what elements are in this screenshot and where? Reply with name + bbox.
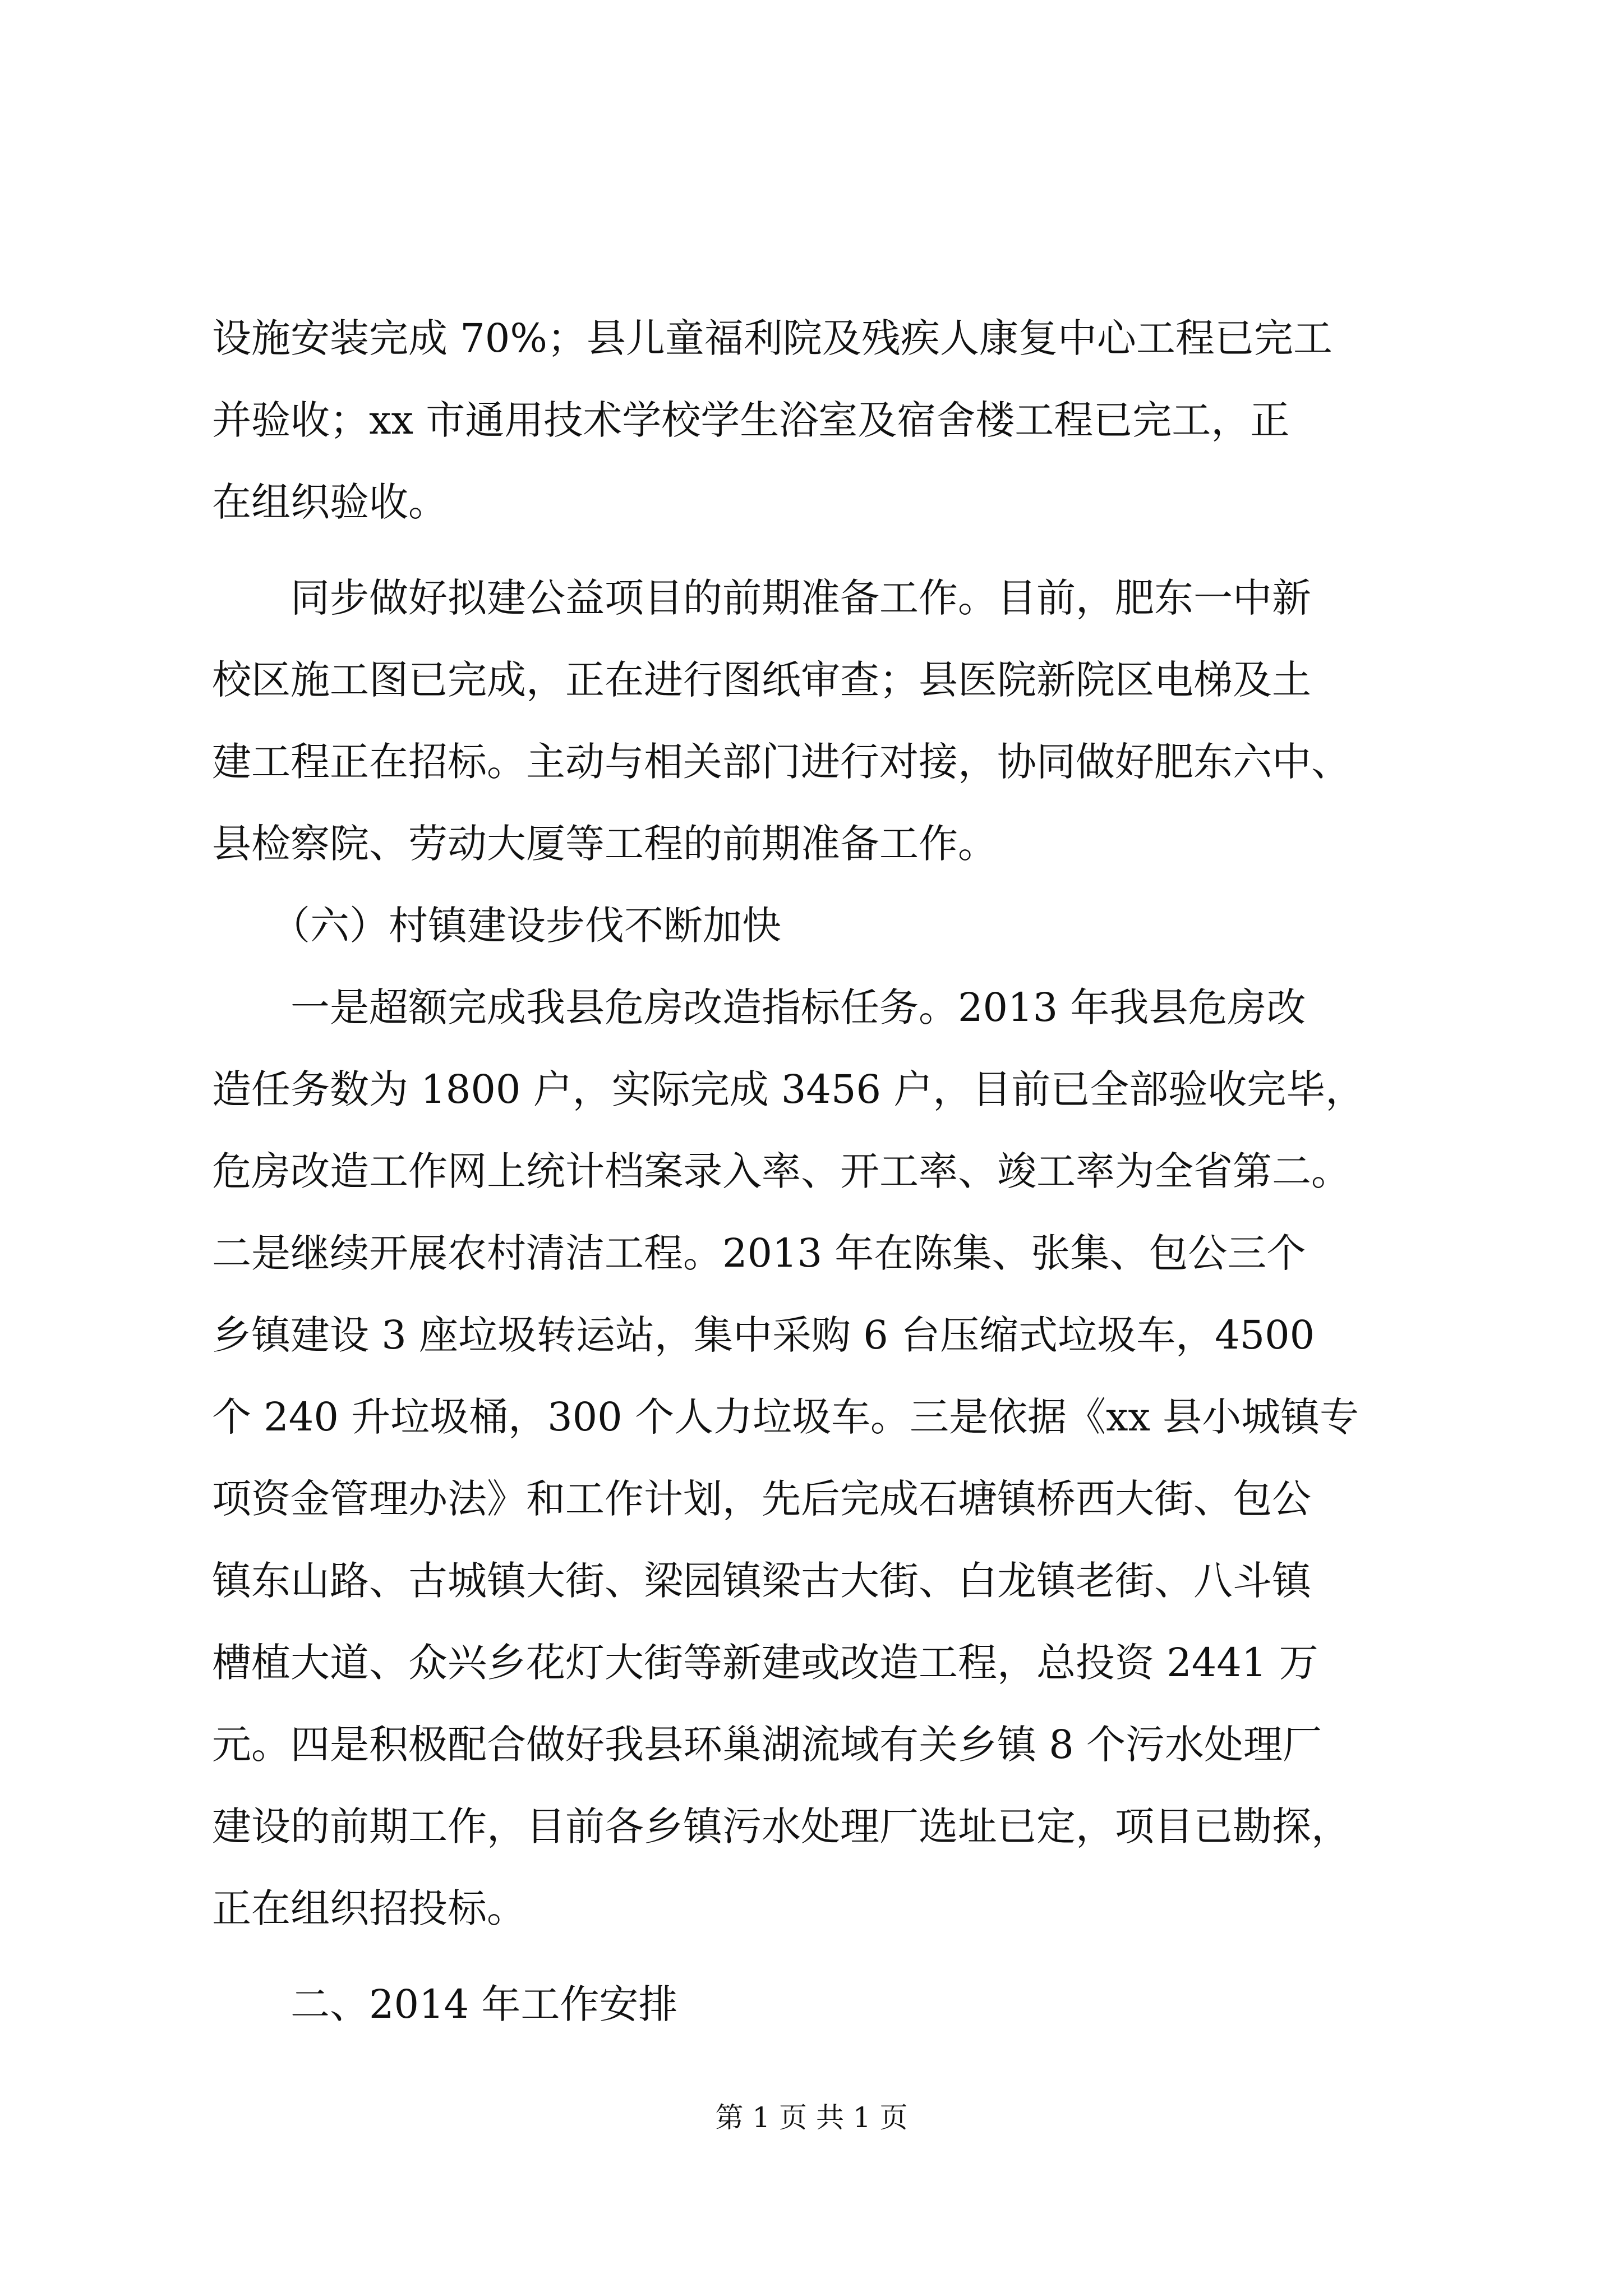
text-line: 在组织验收。: [212, 479, 448, 525]
text-line: 危房改造工作网上统计档案录入率、开工率、竣工率为全省第二。: [212, 1148, 1350, 1194]
text-line: 元。四是积极配合做好我县环巢湖流域有关乡镇 8 个污水处理厂: [212, 1722, 1322, 1768]
text-line: 造任务数为 1800 户，实际完成 3456 户，目前已全部验收完毕，: [212, 1066, 1365, 1112]
paragraph-gap: [212, 1949, 1446, 1963]
text-line: 并验收；xx 市通用技术学校学生浴室及宿舍楼工程已完工，正: [212, 397, 1290, 443]
text-line: 个 240 升垃圾桶，300 个人力垃圾车。三是依据《xx 县小城镇专: [212, 1394, 1359, 1440]
section-heading: （六）村镇建设步伐不断加快: [212, 903, 781, 949]
page-number-footer: 第 1 页 共 1 页: [715, 2101, 908, 2134]
document-body: [212, 297, 1446, 2045]
section-heading: 二、2014 年工作安排: [212, 1981, 678, 2027]
text-line: 建设的前期工作，目前各乡镇污水处理厂选址已定，项目已勘探，: [212, 1803, 1350, 1849]
text-line: 同步做好拟建公益项目的前期准备工作。目前，肥东一中新: [212, 575, 1311, 621]
text-line: 县检察院、劳动大厦等工程的前期准备工作。: [212, 821, 997, 867]
text-line: 校区施工图已完成，正在进行图纸审查；县医院新院区电梯及土: [212, 657, 1311, 703]
text-line: 槽植大道、众兴乡花灯大街等新建或改造工程，总投资 2441 万: [212, 1640, 1318, 1686]
text-line: 项资金管理办法》和工作计划，先后完成石塘镇桥西大街、包公: [212, 1476, 1311, 1522]
text-line: 乡镇建设 3 座垃圾转运站，集中采购 6 台压缩式垃圾车，4500: [212, 1312, 1315, 1358]
text-line: 一是超额完成我县危房改造指标任务。2013 年我县危房改: [212, 984, 1306, 1030]
text-line: 正在组织招投标。: [212, 1885, 526, 1931]
text-line: 镇东山路、古城镇大街、梁园镇梁古大街、白龙镇老街、八斗镇: [212, 1558, 1311, 1604]
paragraph-gap: [212, 543, 1446, 557]
text-line: 二是继续开展农村清洁工程。2013 年在陈集、张集、包公三个: [212, 1230, 1306, 1276]
text-line: 设施安装完成 70%；县儿童福利院及残疾人康复中心工程已完工: [212, 315, 1332, 361]
text-line: 建工程正在招标。主动与相关部门进行对接，协同做好肥东六中、: [212, 739, 1350, 785]
